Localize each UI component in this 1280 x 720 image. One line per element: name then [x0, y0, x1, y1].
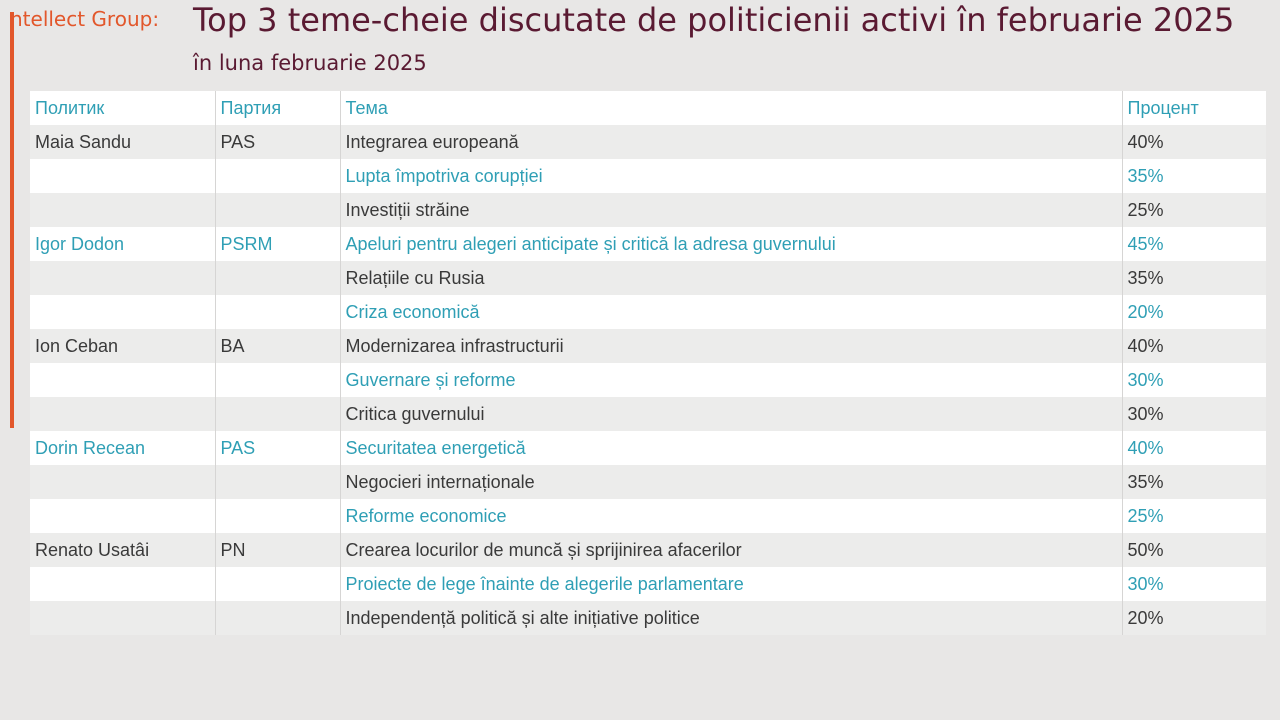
party-cell — [215, 499, 340, 533]
politician-cell — [30, 159, 215, 193]
party-cell: BA — [215, 329, 340, 363]
percent-cell: 25% — [1122, 193, 1266, 227]
party-cell: PSRM — [215, 227, 340, 261]
column-header-percent: Процент — [1122, 91, 1266, 125]
politician-cell: Dorin Recean — [30, 431, 215, 465]
percent-cell: 30% — [1122, 567, 1266, 601]
party-cell — [215, 567, 340, 601]
party-cell — [215, 295, 340, 329]
percent-cell: 20% — [1122, 601, 1266, 635]
brand-label: ntellect Group: — [10, 7, 160, 31]
politician-cell — [30, 499, 215, 533]
table-row — [30, 363, 1266, 397]
percent-cell: 25% — [1122, 499, 1266, 533]
topic-cell: Modernizarea infrastructurii — [340, 329, 1122, 363]
percent-cell: 35% — [1122, 465, 1266, 499]
percent-cell: 20% — [1122, 295, 1266, 329]
table-row — [30, 193, 1266, 227]
table-header-row — [30, 91, 1266, 125]
table-row — [30, 465, 1266, 499]
politician-cell — [30, 601, 215, 635]
topic-cell: Guvernare și reforme — [340, 363, 1122, 397]
politician-cell: Igor Dodon — [30, 227, 215, 261]
politician-cell — [30, 295, 215, 329]
topic-cell: Criza economică — [340, 295, 1122, 329]
party-cell: PN — [215, 533, 340, 567]
topics-table — [30, 91, 1266, 635]
table-row — [30, 397, 1266, 431]
politician-cell — [30, 465, 215, 499]
accent-bar — [10, 12, 14, 428]
table-row — [30, 329, 1266, 363]
table-row — [30, 601, 1266, 635]
topic-cell: Reforme economice — [340, 499, 1122, 533]
topic-cell: Apeluri pentru alegeri anticipate și critică la adresa guvernului — [340, 227, 1122, 261]
column-header-politician: Политик — [30, 91, 215, 125]
topic-cell: Investiții străine — [340, 193, 1122, 227]
topic-cell: Proiecte de lege înainte de alegerile parlamentare — [340, 567, 1122, 601]
percent-cell: 35% — [1122, 261, 1266, 295]
party-cell: PAS — [215, 125, 340, 159]
column-header-topic: Тема — [340, 91, 1122, 125]
table-row — [30, 567, 1266, 601]
percent-cell: 45% — [1122, 227, 1266, 261]
table-row — [30, 227, 1266, 261]
topic-cell: Independență politică și alte inițiative politice — [340, 601, 1122, 635]
topic-cell: Crearea locurilor de muncă și sprijinirea afacerilor — [340, 533, 1122, 567]
party-cell — [215, 601, 340, 635]
percent-cell: 35% — [1122, 159, 1266, 193]
party-cell — [215, 363, 340, 397]
politician-cell — [30, 397, 215, 431]
table-row — [30, 125, 1266, 159]
topic-cell: Integrarea europeană — [340, 125, 1122, 159]
party-cell — [215, 465, 340, 499]
table-row — [30, 533, 1266, 567]
table-row — [30, 159, 1266, 193]
percent-cell: 40% — [1122, 329, 1266, 363]
topic-cell: Securitatea energetică — [340, 431, 1122, 465]
percent-cell: 50% — [1122, 533, 1266, 567]
politician-cell: Ion Ceban — [30, 329, 215, 363]
politician-cell: Maia Sandu — [30, 125, 215, 159]
table-body — [30, 125, 1266, 635]
topic-cell: Critica guvernului — [340, 397, 1122, 431]
column-header-party: Партия — [215, 91, 340, 125]
table-row — [30, 261, 1266, 295]
topic-cell: Lupta împotriva corupției — [340, 159, 1122, 193]
percent-cell: 30% — [1122, 363, 1266, 397]
percent-cell: 30% — [1122, 397, 1266, 431]
party-cell — [215, 397, 340, 431]
politician-cell — [30, 363, 215, 397]
table-row — [30, 499, 1266, 533]
topic-cell: Negocieri internaționale — [340, 465, 1122, 499]
party-cell: PAS — [215, 431, 340, 465]
party-cell — [215, 159, 340, 193]
page-title: Top 3 teme-cheie discutate de politicienii activi în februarie 2025 — [193, 1, 1235, 39]
party-cell — [215, 261, 340, 295]
politician-cell — [30, 567, 215, 601]
percent-cell: 40% — [1122, 125, 1266, 159]
table-row — [30, 431, 1266, 465]
topic-cell: Relațiile cu Rusia — [340, 261, 1122, 295]
table-row — [30, 295, 1266, 329]
politician-cell — [30, 261, 215, 295]
percent-cell: 40% — [1122, 431, 1266, 465]
page-subtitle: în luna februarie 2025 — [193, 51, 427, 75]
politician-cell — [30, 193, 215, 227]
party-cell — [215, 193, 340, 227]
politician-cell: Renato Usatâi — [30, 533, 215, 567]
